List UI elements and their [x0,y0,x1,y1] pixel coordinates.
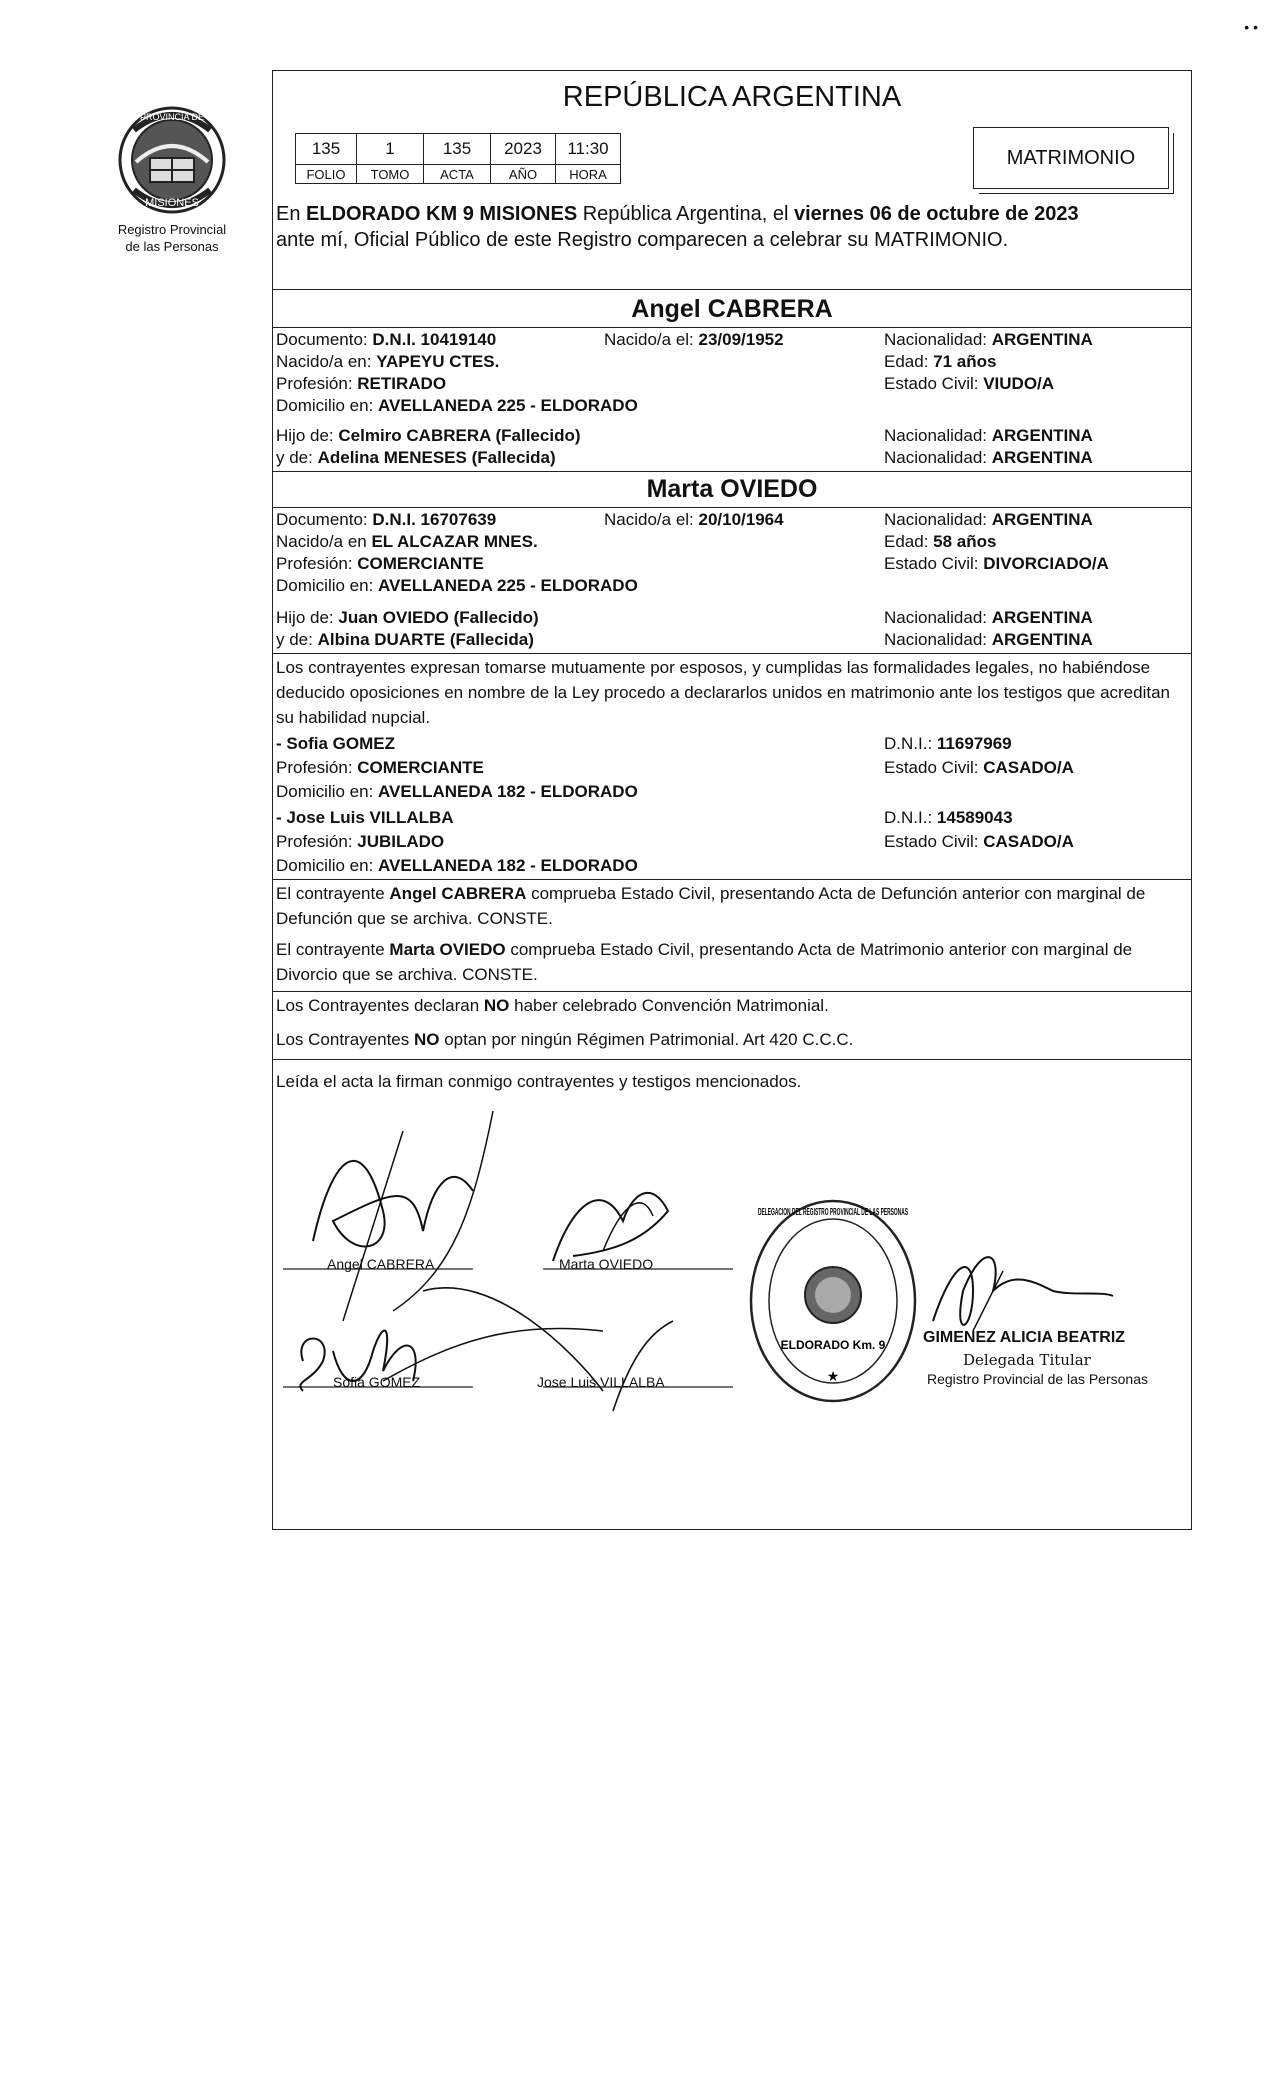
note2-text-b: comprueba Estado Civil, presentando Acta de Matrimonio anterior con marginal de Divorcio que se archiva. CONSTE. [276,940,1133,984]
civil-label: Estado Civil: [884,758,984,777]
contrayente1-dom: AVELLANEDA 225 - ELDORADO [378,396,638,415]
intro-text-a: En [276,203,307,225]
hora-value: 11:30 [556,134,621,165]
contrayente1-father-nat: ARGENTINA [991,426,1093,445]
tomo-value: 1 [357,134,424,165]
signature-2-scribble [553,1193,668,1261]
logo-caption-line1: Registro Provincial [117,222,227,237]
contrayente1-row-prof [276,373,1186,395]
civil-label: Estado Civil: [884,832,984,851]
testigo1-civil: CASADO/A [983,758,1074,777]
divider [273,879,1191,880]
contrayente2-age: 58 años [933,532,997,551]
prof-label: Profesión: [276,832,358,851]
divider [273,653,1191,654]
folio-value: 135 [296,134,357,165]
contrayente2-born: 20/10/1964 [698,510,784,529]
dom-label: Domicilio en: [276,576,379,595]
logo-caption-line2: de las Personas [125,239,219,254]
contrayente1-name: Angel CABRERA [631,295,833,323]
contrayente2-doc: D.N.I. 16707639 [372,510,497,529]
nat-label: Nacionalidad: [884,630,992,649]
nat-label: Nacionalidad: [884,330,992,349]
contrayente1-row-dom [276,395,1186,417]
divider [273,471,1191,472]
seal-top-text: PROVINCIA DE [139,112,205,122]
civil-label: Estado Civil: [884,374,984,393]
contrayente2-name: Marta OVIEDO [646,475,818,503]
contrayente1-father: Celmiro CABRERA (Fallecido) [338,426,581,445]
nat-label: Nacionalidad: [884,608,992,627]
testigo1-row-prof [276,757,1186,779]
divider [273,1059,1191,1060]
father-label: Hijo de: [276,426,339,445]
convencion-line2 [276,1027,1188,1052]
divider [273,507,1191,508]
testigo2-civil: CASADO/A [983,832,1074,851]
contrayente2-dom: AVELLANEDA 225 - ELDORADO [378,576,638,595]
testigo1-prof: COMERCIANTE [357,758,484,777]
contrayente2-mother-nat: ARGENTINA [991,630,1093,649]
document-title: REPÚBLICA ARGENTINA [562,81,902,113]
contrayente1-row-mother [276,447,1186,469]
note-contrayente2 [276,937,1188,987]
doc-label: Documento: [276,330,373,349]
mother-label: y de: [276,630,318,649]
contrayente1-row-doc [276,329,1186,351]
acta-label: ACTA [424,165,491,184]
nat-label: Nacionalidad: [884,510,992,529]
intro-line2: ante mí, Oficial Público de este Registro comparecen a celebrar su MATRIMONIO. [276,229,1009,251]
note1-name: Angel CABRERA [389,884,527,903]
contrayente2-row-doc [276,509,1186,531]
contrayente2-prof: COMERCIANTE [357,554,484,573]
signature-1-label: Angel CABRERA [327,1256,435,1272]
signatures-drawing [273,1091,1193,1491]
nat-label: Nacionalidad: [884,426,992,445]
conv1-text-a: Los Contrayentes declaran [276,996,484,1015]
signature-4-label: Jose Luis VILLALBA [537,1374,665,1390]
dni-label: D.N.I.: [884,808,937,827]
conv1-text-b: haber celebrado Convención Matrimonial. [509,996,829,1015]
signature-2-label: Marta OVIEDO [559,1256,654,1272]
contrayente2-civil: DIVORCIADO/A [983,554,1109,573]
officer-role: Delegada Titular [963,1351,1091,1369]
contrayente1-doc: D.N.I. 10419140 [372,330,497,349]
dni-label: D.N.I.: [884,734,937,753]
note2-text-a: El contrayente [276,940,390,959]
contrayente1-born: 23/09/1952 [698,330,784,349]
contrayente2-row-dom [276,575,1186,597]
place-label: Nacido/a en: [276,352,377,371]
contrayente2-place: EL ALCAZAR MNES. [371,532,538,551]
divider [273,991,1191,992]
age-label: Edad: [884,352,934,371]
testigo1-dni: 11697969 [936,734,1012,753]
stamp-text: DELEGACION DEL REGISTRO PROVINCIAL DE LAS PERSONAS [758,1207,909,1218]
contrayente1-age: 71 años [933,352,997,371]
provincial-seal-icon [112,100,232,220]
folio-label: FOLIO [296,165,357,184]
place-label: Nacido/a en [276,532,372,551]
testigo2-row-name [276,807,1186,829]
note1-text-a: El contrayente [276,884,390,903]
contrayente1-row-place [276,351,1186,373]
officer-signature-scribble [933,1257,1113,1331]
doc-label: Documento: [276,510,373,529]
prof-label: Profesión: [276,758,358,777]
father-label: Hijo de: [276,608,339,627]
acta-value: 135 [424,134,491,165]
contrayente1-place: YAPEYU CTES. [376,352,500,371]
born-label: Nacido/a el: [604,510,699,529]
conv2-text-a: Los Contrayentes [276,1030,414,1049]
contrayente2-father-nat: ARGENTINA [991,608,1093,627]
contrayente1-prof: RETIRADO [357,374,447,393]
testigo2-row-prof [276,831,1186,853]
corner-marks: • • [1244,19,1258,35]
anio-value: 2023 [491,134,556,165]
signature-4-scribble [423,1288,673,1411]
record-type-badge: MATRIMONIO [973,127,1169,189]
stamp-star-icon: ★ [826,1369,840,1385]
contrayente2-row-prof [276,553,1186,575]
testigo2-name: - Jose Luis VILLALBA [276,808,454,827]
registry-logo [92,100,252,254]
registry-stamp [751,1201,915,1401]
contrayente2-father: Juan OVIEDO (Fallecido) [338,608,539,627]
dom-label: Domicilio en: [276,396,379,415]
testigo1-row-name [276,733,1186,755]
contrayente2-nat: ARGENTINA [991,510,1093,529]
nat-label: Nacionalidad: [884,448,992,467]
hora-label: HORA [556,165,621,184]
stamp-inner: ELDORADO Km. 9 [780,1338,886,1352]
divider [273,289,1191,290]
civil-label: Estado Civil: [884,554,984,573]
prof-label: Profesión: [276,374,358,393]
contrayente2-mother: Albina DUARTE (Fallecida) [317,630,534,649]
divider [273,327,1191,328]
intro-place: ELDORADO KM 9 MISIONES [306,203,578,225]
note-contrayente1 [276,881,1188,931]
intro-paragraph [276,201,1186,253]
prof-label: Profesión: [276,554,358,573]
officer-org: Registro Provincial de las Personas [927,1371,1148,1387]
born-label: Nacido/a el: [604,330,699,349]
closing-text: Leída el acta la firman conmigo contrayentes y testigos mencionados. [276,1072,802,1091]
testigo1-name: - Sofia GOMEZ [276,734,395,753]
convencion-line1 [276,993,1188,1018]
declaration-paragraph: Los contrayentes expresan tomarse mutuamente por esposos, y cumplidas las formalidades legales, no habiéndose deducido oposiciones en nombre de la Ley procedo a declararlos unidos en matrimonio ante los testigos que acreditan su habilidad nupcial. [276,658,1171,727]
testigo1-row-dom [276,781,1186,803]
contrayente1-nat: ARGENTINA [991,330,1093,349]
contrayente2-row-place [276,531,1186,553]
contrayente1-row-father [276,425,1186,447]
note1-text-b: comprueba Estado Civil, presentando Acta de Defunción anterior con marginal de Defunción que se archiva. CONSTE. [276,884,1146,928]
contrayente1-mother: Adelina MENESES (Fallecida) [317,448,556,467]
officer-name: GIMENEZ ALICIA BEATRIZ [923,1329,1126,1346]
seal-bottom-text: MISIONES [145,197,199,209]
contrayente2-row-mother [276,629,1186,651]
testigo2-prof: JUBILADO [357,832,445,851]
mother-label: y de: [276,448,318,467]
dom-label: Domicilio en: [276,782,379,801]
testigo2-dom: AVELLANEDA 182 - ELDORADO [378,856,638,875]
intro-text-b: República Argentina, el [577,203,794,225]
intro-date: viernes 06 de octubre de 2023 [793,203,1079,225]
signature-3-label: Sofia GOMEZ [333,1374,421,1390]
age-label: Edad: [884,532,934,551]
marriage-certificate [272,70,1192,1530]
conv2-text-b: optan por ningún Régimen Patrimonial. Art 420 C.C.C. [439,1030,854,1049]
note2-name: Marta OVIEDO [389,940,506,959]
testigo2-dni: 14589043 [936,808,1013,827]
contrayente1-civil: VIUDO/A [983,374,1055,393]
testigo1-dom: AVELLANEDA 182 - ELDORADO [378,782,638,801]
testigo2-row-dom [276,855,1186,877]
tomo-label: TOMO [357,165,424,184]
conv2-no: NO [413,1030,440,1049]
contrayente2-row-father [276,607,1186,629]
record-meta-table [295,133,621,184]
conv1-no: NO [483,996,510,1015]
dom-label: Domicilio en: [276,856,379,875]
contrayente1-mother-nat: ARGENTINA [991,448,1093,467]
anio-label: AÑO [491,165,556,184]
